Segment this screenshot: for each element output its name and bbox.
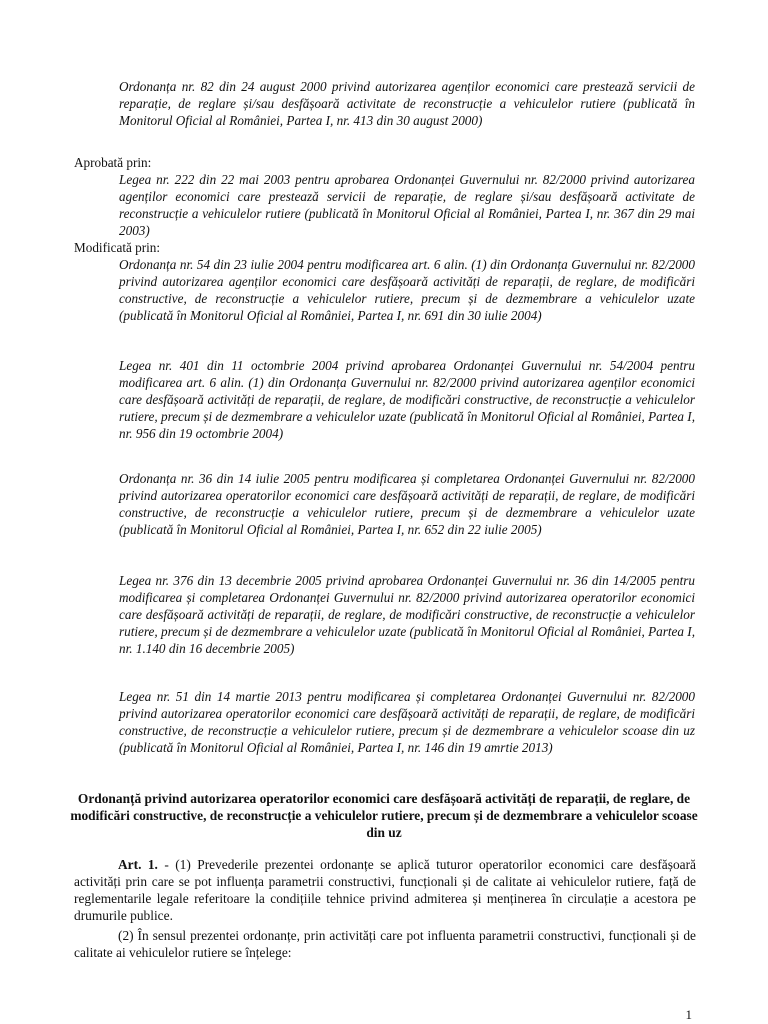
citation-ordinance-54-2004: Ordonanța nr. 54 din 23 iulie 2004 pentru modificarea art. 6 alin. (1) din Ordonanța Guvernului nr. 82/2000 privind autorizarea agenților economici care desfășoară activități de reparații, de reglare, de modificări constructive, de reconstrucție a vehiculelor rutiere, precum și de dezmembrare a vehiculelor uzate (publicată în Monitorul Oficial al României, Partea I, nr. 691 din 30 iulie 2004) [119,257,695,323]
article-1-paragraph-2: (2) În sensul prezentei ordonanțe, prin activități care pot influenta parametrii constructivi, funcționali și de calitate ai vehiculelor rutiere se înțelege: [74,928,696,960]
article-1-label: Art. 1. [118,857,158,872]
article-1-text: - (1) Prevederile prezentei ordonanțe se aplică tuturor operatorilor economici care desfășoară activități prin care se pot influența parametrii constructivi, funcționali și de calitate ai vehiculelor rutiere, față de reglementarile legale referitoare la condițiile tehnice privind admiterea și menținerea în circulație a acestora pe drumurile publice. [74,857,696,923]
citation-law-376-2005: Legea nr. 376 din 13 decembrie 2005 privind aprobarea Ordonanței Guvernului nr. 36 din 14/2005 pentru modificarea și completarea Ordonanței Guvernului nr. 82/2000 privind autorizarea operatorilor economici care desfășoară activități de reparații, de reglare, de modificări constructive, de reconstrucție a vehiculelor rutiere, precum și de dezmembrare a vehiculelor uzate (publicată în Monitorul Oficial al României, Partea I, nr. 1.140 din 16 decembrie 2005) [119,573,695,656]
citation-ordinance-36-2005: Ordonanța nr. 36 din 14 iulie 2005 pentru modificarea și completarea Ordonanței Guvernului nr. 82/2000 privind autorizarea operatorilor economici care desfășoară activități de reparații, de reglare, de modificări constructive, de reconstrucție a vehiculelor rutiere, precum și de dezmembrare a vehiculelor uzate (publicată în Monitorul Oficial al României, Partea I, nr. 652 din 22 iulie 2005) [119,471,695,537]
citation-law-222-2003: Legea nr. 222 din 22 mai 2003 pentru aprobarea Ordonanței Guvernului nr. 82/2000 privind autorizarea agenților economici care prestează servicii de reparație, de reglare și/sau desfășoară activitate de reconstrucție a vehiculelor rutiere (publicată în Monitorul Oficial al României, Partea I, nr. 367 din 29 mai 2003) [119,172,695,238]
ordinance-title: Ordonanță privind autorizarea operatorilor economici care desfășoară activități de reparații, de reglare, de modificări constructive, de reconstrucție a vehiculelor rutiere, precum și de dezmembrare a vehiculelor scoase din uz [70,791,698,840]
article-1-paragraph-1 [74,856,696,924]
citation-law-51-2013: Legea nr. 51 din 14 martie 2013 pentru modificarea și completarea Ordonanței Guvernului nr. 82/2000 privind autorizarea operatorilor economici care desfășoară activități de reparații, de reglare, de modificări constructive, de reconstrucție a vehiculelor rutiere, precum și de dezmembrare a vehiculelor scoase din uz (publicată în Monitorul Oficial al României, Partea I, nr. 146 din 19 amrtie 2013) [119,689,695,755]
citation-ordinance-82-2000: Ordonanța nr. 82 din 24 august 2000 privind autorizarea agenților economici care prestează servicii de reparație, de reglare și/sau desfășoară activitate de reconstrucție a vehiculelor rutiere (publicată în Monitorul Oficial al României, Partea I, nr. 413 din 30 august 2000) [119,79,695,128]
page-number: 1 [685,1007,692,1022]
approved-by-label: Aprobată prin: [74,155,152,170]
modified-by-label: Modificată prin: [74,240,161,255]
citation-law-401-2004: Legea nr. 401 din 11 octombrie 2004 privind aprobarea Ordonanței Guvernului nr. 54/2004 pentru modificarea art. 6 alin. (1) din Ordonanța Guvernului nr. 82/2000 privind autorizarea agenților economici care desfășoară activități de reparații, de reglare, de modificări constructive, de reconstrucție a vehiculelor rutiere, precum și de dezmembrare a vehiculelor uzate (publicată în Monitorul Oficial al României, Partea I, nr. 956 din 19 octombrie 2004) [119,358,695,441]
